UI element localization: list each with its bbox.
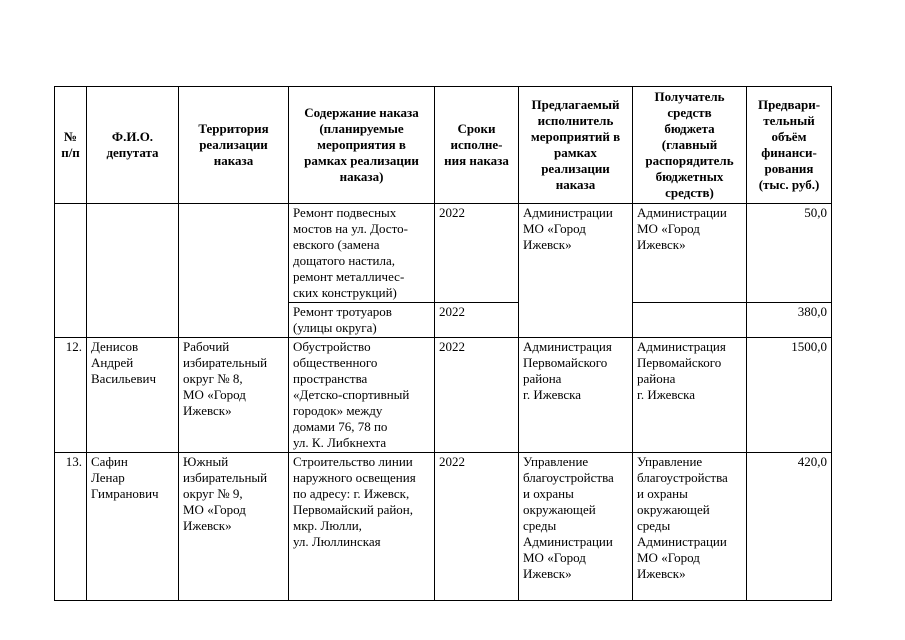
cell-territory	[179, 204, 289, 338]
text-line: средств)	[665, 185, 714, 200]
text-line: (планируемые	[319, 121, 404, 136]
header-fio	[87, 87, 179, 204]
text-line: Администрации	[637, 534, 727, 549]
cell-executor	[519, 338, 633, 453]
text-line: Первомайский район,	[293, 502, 414, 517]
cell-fio	[87, 453, 179, 601]
text-line: Ленар	[91, 470, 125, 485]
cell-term: 2022	[435, 204, 519, 303]
text-line: избирательный	[183, 470, 268, 485]
text-line: Получатель	[654, 89, 725, 104]
text-line: Ижевск»	[637, 237, 686, 252]
text-line: Южный	[183, 454, 229, 469]
cell-funding: 380,0	[747, 303, 832, 338]
table-row	[55, 338, 832, 453]
cell-funding: 420,0	[747, 453, 832, 601]
header-territory	[179, 87, 289, 204]
text-line: Денисов	[91, 339, 139, 354]
text-line: ния наказа	[444, 153, 509, 168]
text-line: евского (замена	[293, 237, 380, 252]
text-line: №	[63, 129, 78, 144]
text-line: домами 76, 78 по	[293, 419, 388, 434]
text-line: мероприятия в	[317, 137, 406, 152]
cell-executor	[519, 204, 633, 338]
text-line: Ижевск»	[523, 566, 572, 581]
text-line: МО «Город	[523, 221, 586, 236]
cell-fio	[87, 204, 179, 338]
text-line: «Детско-спортивный	[293, 387, 410, 402]
cell-funding: 50,0	[747, 204, 832, 303]
cell-content	[289, 453, 435, 601]
text-line: объём	[771, 129, 807, 144]
text-line: МО «Город	[523, 550, 586, 565]
text-line: Ремонт подвесных	[293, 205, 397, 220]
text-line: МО «Город	[183, 387, 246, 402]
order-table	[54, 86, 832, 601]
text-line: района	[523, 371, 562, 386]
text-line: Предлагаемый	[531, 97, 620, 112]
text-line: МО «Город	[183, 502, 246, 517]
cell-content	[289, 204, 435, 303]
cell-term: 2022	[435, 303, 519, 338]
text-line: благоустройства	[637, 470, 728, 485]
text-line: (тыс. руб.)	[758, 177, 820, 192]
text-line: мостов на ул. Досто-	[293, 221, 408, 236]
text-line: пространства	[293, 371, 368, 386]
cell-executor	[519, 453, 633, 601]
text-line: окружающей	[523, 502, 596, 517]
cell-funding: 1500,0	[747, 338, 832, 453]
cell-term: 2022	[435, 338, 519, 453]
header-funding	[747, 87, 832, 204]
text-line: реализации	[541, 161, 610, 176]
text-line: рамках	[554, 145, 597, 160]
text-line: мкр. Люлли,	[293, 518, 362, 533]
header-terms	[435, 87, 519, 204]
text-line: Андрей	[91, 355, 134, 370]
text-line: Строительство линии	[293, 454, 413, 469]
text-line: ул. К. Либкнехта	[293, 435, 387, 450]
text-line: Содержание наказа	[304, 105, 419, 120]
cell-num: 12.	[55, 338, 87, 453]
text-line: Ижевск»	[637, 566, 686, 581]
text-line: (главный	[661, 137, 718, 152]
text-line: Ижевск»	[523, 237, 572, 252]
text-line: Территория	[198, 121, 269, 136]
cell-recipient	[633, 303, 747, 338]
text-line: Рабочий	[183, 339, 230, 354]
text-line: МО «Город	[637, 221, 700, 236]
cell-recipient	[633, 453, 747, 601]
text-line: Предвари-	[757, 97, 821, 112]
text-line: Администрация	[637, 339, 726, 354]
header-row	[55, 87, 832, 204]
text-line: распорядитель	[645, 153, 734, 168]
text-line: реализации	[199, 137, 268, 152]
text-line: Ф.И.О.	[111, 129, 154, 144]
text-line: общественного	[293, 355, 378, 370]
text-line: наказа	[213, 153, 254, 168]
text-line: благоустройства	[523, 470, 614, 485]
text-line: Администрация	[523, 339, 612, 354]
cell-recipient	[633, 338, 747, 453]
text-line: наказа)	[339, 169, 384, 184]
cell-num	[55, 204, 87, 338]
cell-num: 13.	[55, 453, 87, 601]
text-line: ских конструкций)	[293, 285, 397, 300]
text-line: избирательный	[183, 355, 268, 370]
text-line: тельный	[763, 113, 815, 128]
table-row	[55, 204, 832, 303]
text-line: г. Ижевска	[637, 387, 696, 402]
text-line: Управление	[523, 454, 589, 469]
text-line: Обустройство	[293, 339, 371, 354]
table-row	[55, 453, 832, 601]
text-line: Администрации	[523, 534, 613, 549]
text-line: Администрации	[523, 205, 613, 220]
text-line: Ижевск»	[183, 518, 232, 533]
cell-fio	[87, 338, 179, 453]
cell-recipient	[633, 204, 747, 303]
header-num	[55, 87, 87, 204]
text-line: городок» между	[293, 403, 383, 418]
text-line: исполнитель	[537, 113, 614, 128]
text-line: (улицы округа)	[293, 320, 377, 335]
text-line: округ № 8,	[183, 371, 243, 386]
text-line: по адресу: г. Ижевск,	[293, 486, 410, 501]
text-line: рамках реализации	[304, 153, 419, 168]
text-line: бюджета	[664, 121, 715, 136]
text-line: мероприятий в	[530, 129, 621, 144]
text-line: Первомайского	[637, 355, 722, 370]
cell-territory	[179, 453, 289, 601]
text-line: среды	[523, 518, 557, 533]
text-line: дощатого настила,	[293, 253, 395, 268]
text-line: МО «Город	[637, 550, 700, 565]
text-line: бюджетных	[655, 169, 724, 184]
text-line: Васильевич	[91, 371, 156, 386]
text-line: района	[637, 371, 676, 386]
text-line: наказа	[555, 177, 596, 192]
cell-content	[289, 338, 435, 453]
text-line: Управление	[637, 454, 703, 469]
text-line: и охраны	[637, 486, 688, 501]
cell-term: 2022	[435, 453, 519, 601]
text-line: ремонт металличес-	[293, 269, 405, 284]
text-line: Гимранович	[91, 486, 159, 501]
text-line: исполне-	[450, 137, 503, 152]
cell-content	[289, 303, 435, 338]
header-executor	[519, 87, 633, 204]
text-line: Сафин	[91, 454, 128, 469]
text-line: ул. Люллинская	[293, 534, 381, 549]
text-line: среды	[637, 518, 671, 533]
text-line: Администрации	[637, 205, 727, 220]
text-line: окружающей	[637, 502, 710, 517]
header-recipient	[633, 87, 747, 204]
text-line: Сроки	[457, 121, 496, 136]
text-line: Первомайского	[523, 355, 608, 370]
text-line: п/п	[61, 145, 80, 160]
text-line: округ № 9,	[183, 486, 243, 501]
text-line: рования	[764, 161, 814, 176]
cell-territory	[179, 338, 289, 453]
header-content	[289, 87, 435, 204]
text-line: депутата	[106, 145, 159, 160]
text-line: г. Ижевска	[523, 387, 582, 402]
text-line: средств	[667, 105, 712, 120]
text-line: наружного освещения	[293, 470, 416, 485]
text-line: финанси-	[761, 145, 817, 160]
text-line: и охраны	[523, 486, 574, 501]
text-line: Ижевск»	[183, 403, 232, 418]
text-line: Ремонт тротуаров	[293, 304, 392, 319]
